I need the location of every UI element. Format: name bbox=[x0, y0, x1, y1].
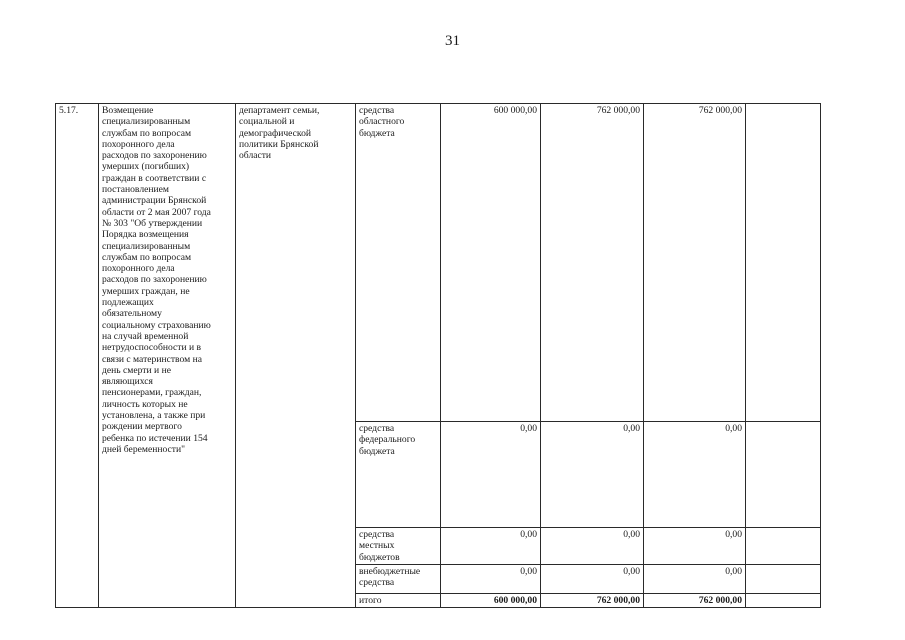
value-cell: 0,00 bbox=[541, 422, 644, 528]
source-name: средства федерального бюджета bbox=[356, 422, 441, 528]
total-label: итого bbox=[356, 594, 441, 608]
funding-table bbox=[55, 103, 821, 608]
source-name: средства местных бюджетов bbox=[356, 528, 441, 565]
measure-description: Возмещение специализированным службам по вопросам похоронного дела расходов по захоронению умерших (погибших) граждан в соответствии с постановлением администрации Брянской области от 2 мая 2007 года № 303 "Об утверждении Порядка возмещения специализированным службам по вопросам похоронного дела расходов по захоронению умерших граждан, не подлежащих обязательному социальному страхованию на случай временной нетрудоспособности и в связи с материнством на день смерти и не являющихся пенсионерами, граждан, личность которых не установлена, а также при рождении мертвого ребенка по истечении 154 дней беременности" bbox=[99, 104, 236, 608]
value-cell bbox=[746, 422, 821, 528]
table-row bbox=[56, 104, 821, 422]
value-cell: 0,00 bbox=[441, 565, 541, 594]
executor-cell: департамент семьи, социальной и демографической политики Брянской области bbox=[236, 104, 356, 608]
value-cell: 0,00 bbox=[541, 528, 644, 565]
total-value bbox=[746, 594, 821, 608]
total-value: 600 000,00 bbox=[441, 594, 541, 608]
value-cell: 0,00 bbox=[441, 528, 541, 565]
source-name: внебюджетные средства bbox=[356, 565, 441, 594]
row-index: 5.17. bbox=[56, 104, 99, 608]
value-cell: 0,00 bbox=[644, 422, 746, 528]
total-value: 762 000,00 bbox=[541, 594, 644, 608]
value-cell: 0,00 bbox=[441, 422, 541, 528]
total-value: 762 000,00 bbox=[644, 594, 746, 608]
value-cell: 0,00 bbox=[644, 565, 746, 594]
value-cell: 0,00 bbox=[644, 528, 746, 565]
value-cell: 762 000,00 bbox=[644, 104, 746, 422]
value-cell: 600 000,00 bbox=[441, 104, 541, 422]
value-cell bbox=[746, 104, 821, 422]
value-cell: 0,00 bbox=[541, 565, 644, 594]
value-cell bbox=[746, 528, 821, 565]
value-cell bbox=[746, 565, 821, 594]
source-name: средства областного бюджета bbox=[356, 104, 441, 422]
value-cell: 762 000,00 bbox=[541, 104, 644, 422]
page-number: 31 bbox=[445, 33, 460, 49]
